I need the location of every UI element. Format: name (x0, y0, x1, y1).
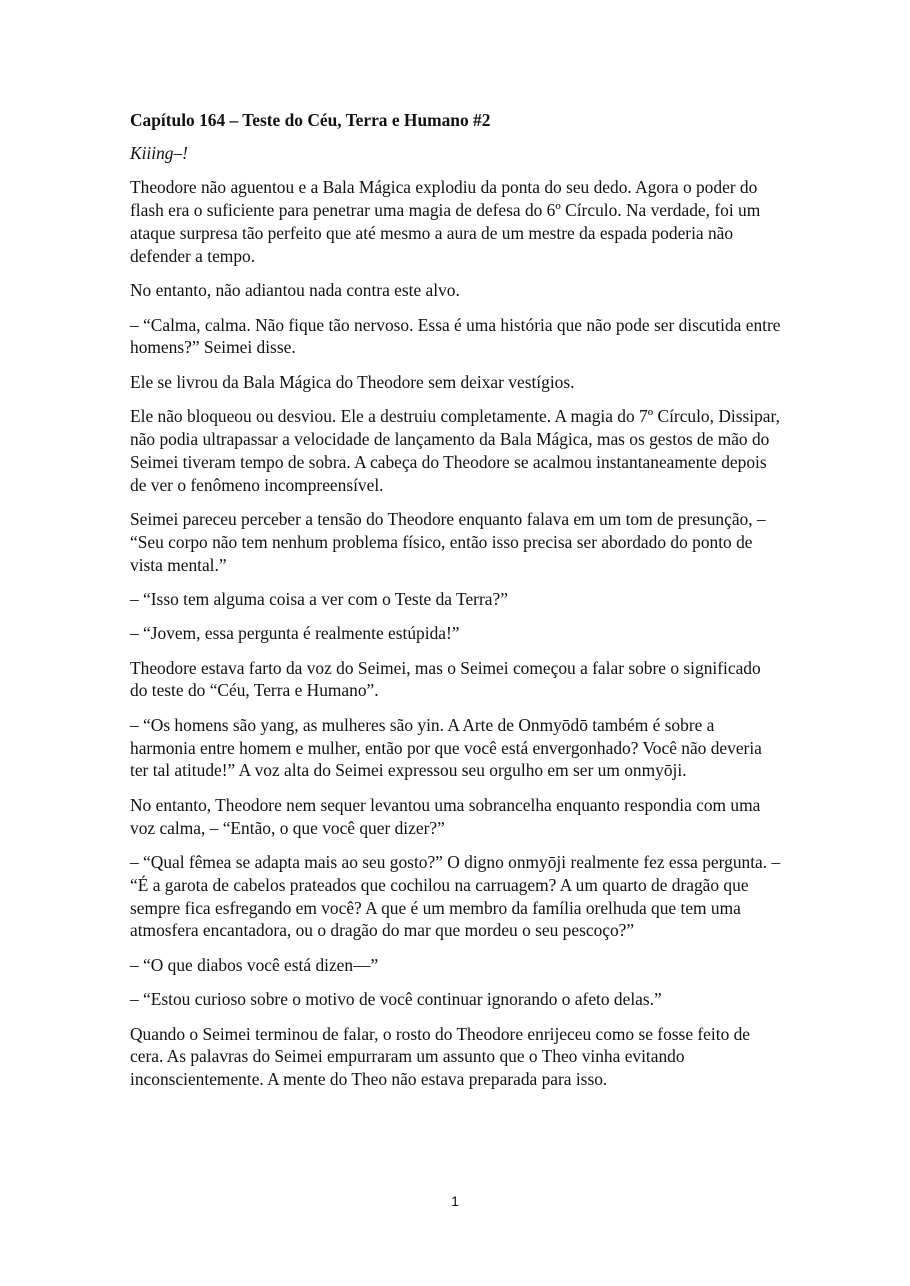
paragraph-1: Kiiing–! (130, 143, 188, 163)
paragraph-10: Theodore estava farto da voz do Seimei, mas o Seimei começou a falar sobre o significado do teste do “Céu, Terra e Humano”. (130, 657, 761, 701)
page-number: 1 (451, 1193, 459, 1209)
paragraph-16: Quando o Seimei terminou de falar, o rosto do Theodore enrijeceu como se fosse feito de cera. As palavras do Seimei empurraram um assunto que o Theo vinha evitando inconscientemente. A mente do Theo não estava preparada para isso. (130, 1023, 751, 1090)
paragraph-8: – “Isso tem alguma coisa a ver com o Teste da Terra?” (130, 588, 508, 609)
paragraph-5: Ele se livrou da Bala Mágica do Theodore sem deixar vestígios. (130, 371, 575, 392)
paragraph-13: – “Qual fêmea se adapta mais ao seu gosto?” O digno onmyōji realmente fez essa pergunta. – “É a garota de cabelos prateados que cochilou na carruagem? A um quarto de dragão que sempre fica esfregando em você? A que é um membro da família orelhuda que tem uma atmosfera encantadora, ou o dragão do mar que mordeu o seu pescoço?” (130, 852, 781, 941)
paragraph-12: No entanto, Theodore nem sequer levantou uma sobrancelha enquanto respondia com uma voz calma, – “Então, o que você quer dizer?” (130, 794, 761, 838)
paragraph-11: – “Os homens são yang, as mulheres são yin. A Arte de Onmyōdō também é sobre a harmonia entre homem e mulher, então por que você está envergonhado? Você não deveria ter tal atitude!” A voz alta do Seimei expressou seu orgulho em ser um onmyōji. (130, 714, 762, 781)
paragraph-9: – “Jovem, essa pergunta é realmente estúpida!” (130, 623, 460, 644)
paragraph-6: Ele não bloqueou ou desviou. Ele a destruiu completamente. A magia do 7º Círculo, Dissipar, não podia ultrapassar a velocidade de lançamento da Bala Mágica, mas os gestos de mão do Seimei tiveram tempo de sobra. A cabeça do Theodore se acalmou instantaneamente depois de ver o fenômeno incompreensível. (130, 406, 780, 495)
paragraph-7: Seimei pareceu perceber a tensão do Theodore enquanto falava em um tom de presunção, – “Seu corpo não tem nenhum problema físico, então isso precisa ser abordado do ponto de vista mental.” (130, 508, 766, 575)
page-content (130, 108, 782, 1103)
chapter-title: Capítulo 164 – Teste do Céu, Terra e Humano #2 (130, 110, 491, 130)
paragraph-15: – “Estou curioso sobre o motivo de você continuar ignorando o afeto delas.” (130, 989, 662, 1010)
paragraph-3: No entanto, não adiantou nada contra este alvo. (130, 280, 460, 301)
paragraph-4: – “Calma, calma. Não fique tão nervoso. Essa é uma história que não pode ser discutida entre homens?” Seimei disse. (130, 314, 781, 358)
paragraph-2: Theodore não aguentou e a Bala Mágica explodiu da ponta do seu dedo. Agora o poder do flash era o suficiente para penetrar uma magia de defesa do 6º Círculo. Na verdade, foi um ataque surpresa tão perfeito que até mesmo a aura de um mestre da espada poderia não defender a tempo. (130, 177, 761, 266)
paragraph-14: – “O que diabos você está dizen—” (130, 954, 379, 975)
